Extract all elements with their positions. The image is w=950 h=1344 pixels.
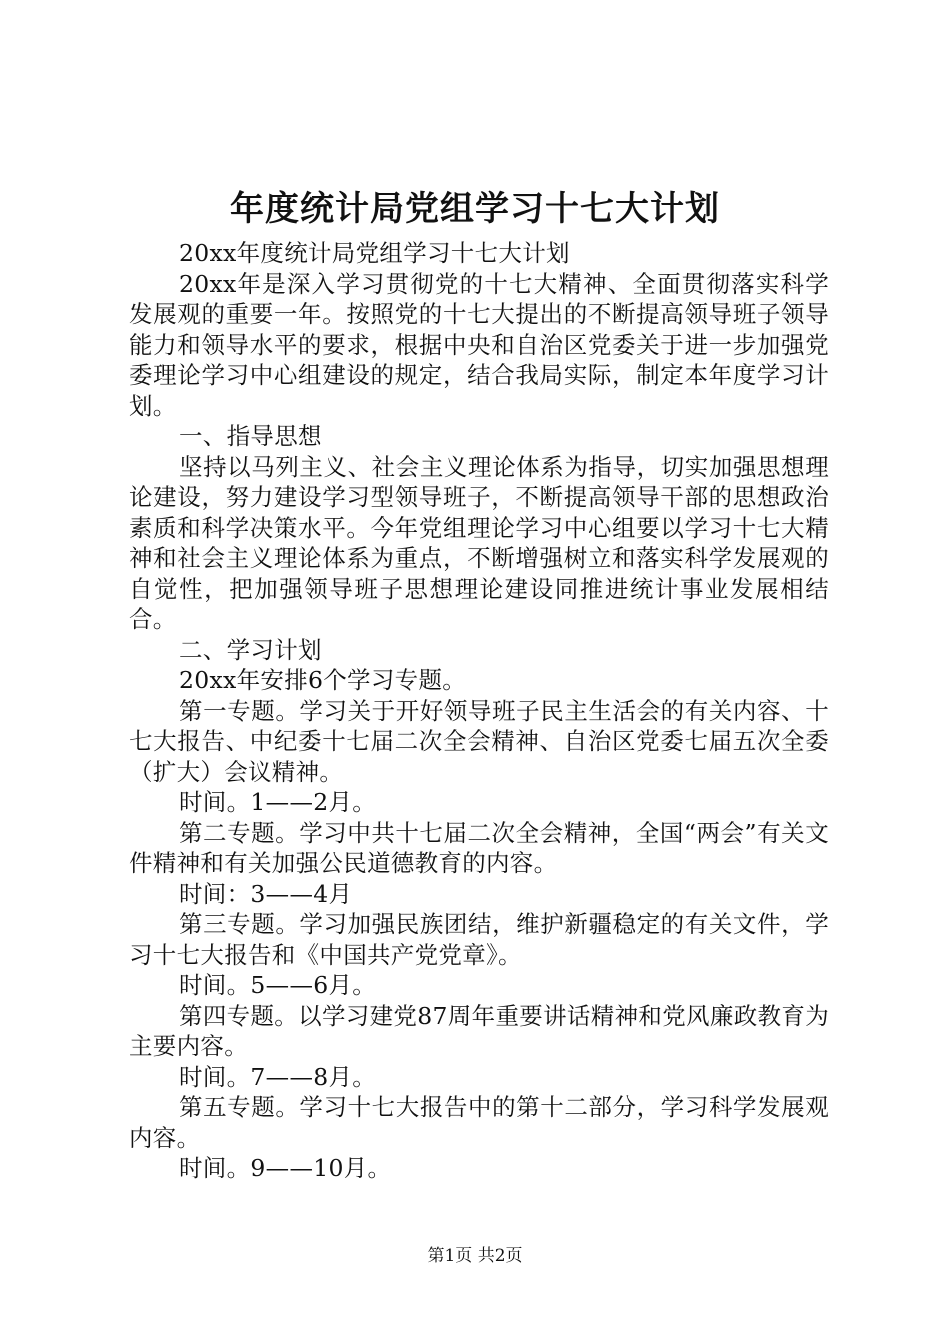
paragraph-time-2: 时间：3——4月 [179,879,353,908]
paragraph-subtitle: 20xx年度统计局党组学习十七大计划 [179,239,570,267]
document-title: 年度统计局党组学习十七大计划 [230,189,720,229]
page-footer: 第1页 共2页 [427,1246,523,1266]
paragraph-topic-4: 第四专题。以学习建党87周年重要讲话精神和党风廉政教育为主要内容。 [129,1001,829,1060]
paragraph-time-1: 时间。1——2月。 [179,788,377,816]
section-heading-guiding-thought: 一、指导思想 [179,422,322,450]
paragraph-guiding-thought: 坚持以马列主义、社会主义理论体系为指导，切实加强思想理论建设，努力建设学习型领导班子，不断提高领导干部的思想政治素质和科学决策水平。今年党组理论学习中心组要以学习十七大精神和社会主义理论体系为重点，不断增强树立和落实科学发展观的自觉性，把加强领导班子思想理论建设同推进统计事业发展相结合。 [129,452,829,633]
paragraph-time-5: 时间。9——10月。 [179,1154,392,1182]
paragraph-topic-1: 第一专题。学习关于开好领导班子民主生活会的有关内容、十七大报告、中纪委十七届二次全会精神、自治区党委七届五次全委（扩大）会议精神。 [129,696,829,786]
paragraph-time-4: 时间。7——8月。 [179,1062,377,1091]
document-body [129,238,829,1184]
paragraph-topic-3: 第三专题。学习加强民族团结，维护新疆稳定的有关文件，学习十七大报告和《中国共产党党章》。 [129,910,829,969]
paragraph-topic-2: 第二专题。学习中共十七届二次全会精神，全国“两会”有关文件精神和有关加强公民道德教育的内容。 [129,818,829,877]
paragraph-intro: 20xx年是深入学习贯彻党的十七大精神、全面贯彻落实科学发展观的重要一年。按照党的十七大提出的不断提高领导班子领导能力和领导水平的要求，根据中央和自治区党委关于进一步加强党委理论学习中心组建设的规定，结合我局实际，制定本年度学习计划。 [129,269,829,420]
paragraph-topic-count: 20xx年安排6个学习专题。 [179,666,467,694]
section-heading-study-plan: 二、学习计划 [179,635,322,664]
paragraph-topic-5: 第五专题。学习十七大报告中的第十二部分，学习科学发展观内容。 [129,1093,829,1152]
paragraph-time-3: 时间。5——6月。 [179,971,377,999]
